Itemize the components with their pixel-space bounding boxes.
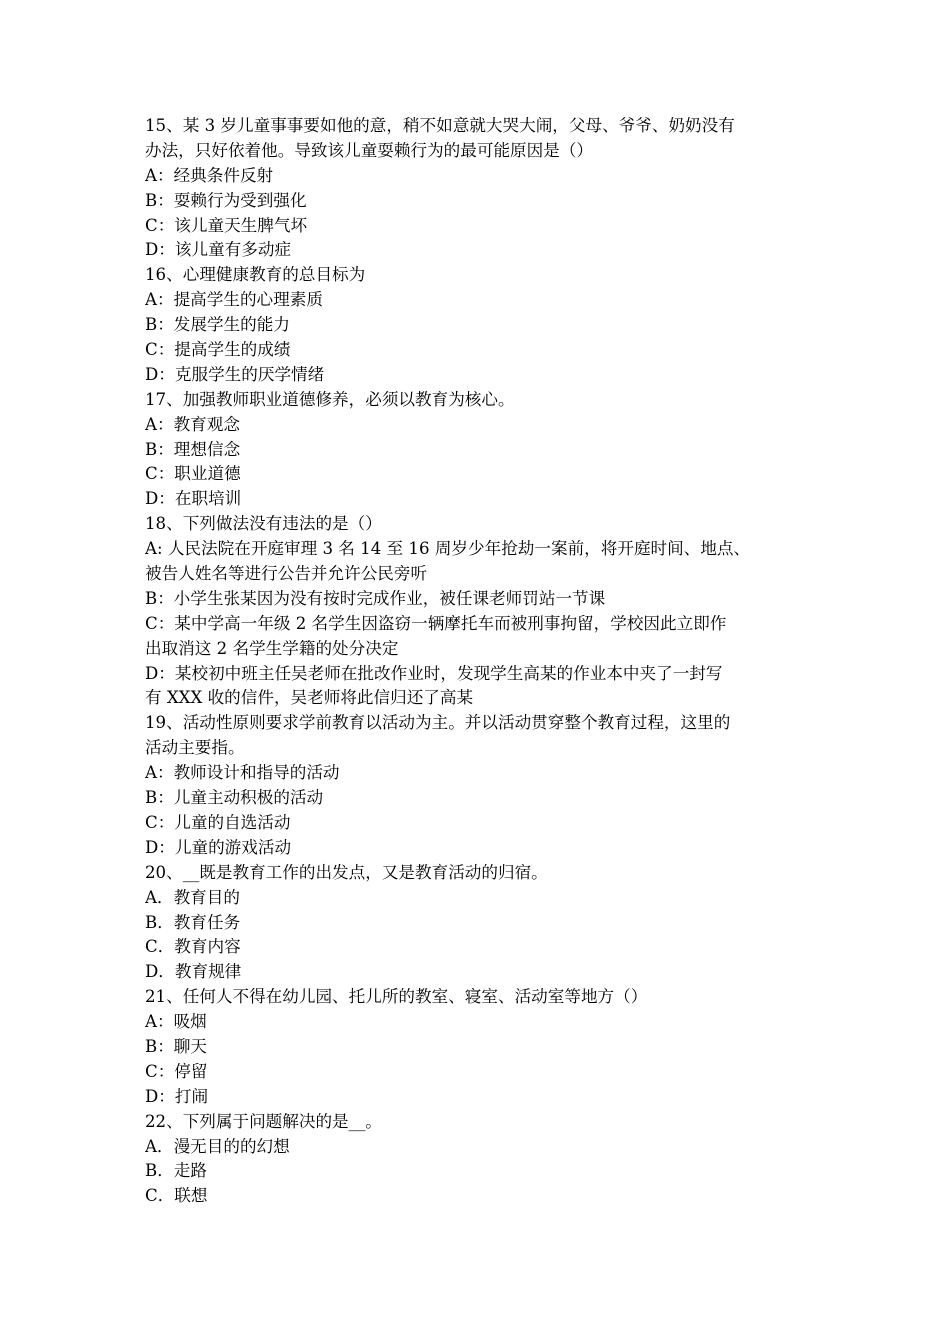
- question-19-option-d: D：儿童的游戏活动: [145, 837, 292, 857]
- question-18-option-d-line-2: 有 XXX 收的信件，吴老师将此信归还了高某: [145, 688, 474, 708]
- question-21-stem: 21、任何人不得在幼儿园、托儿所的教室、寝室、活动室等地方（）: [145, 987, 648, 1007]
- question-17-option-a: A：教育观念: [145, 414, 240, 434]
- question-21-option-a: A：吸烟: [145, 1012, 207, 1032]
- question-19-stem-line-2: 活动主要指。: [145, 738, 245, 758]
- question-22-stem: 22、下列属于问题解决的是__。: [145, 1111, 382, 1131]
- question-18-option-a-line-1: A: 人民法院在开庭审理 3 名 14 至 16 周岁少年抢劫一案前，将开庭时间、地点、: [145, 539, 751, 559]
- question-18-option-b: B：小学生张某因为没有按时完成作业，被任课老师罚站一节课: [145, 588, 606, 608]
- question-18-option-d-line-1: D：某校初中班主任吴老师在批改作业时，发现学生高某的作业本中夹了一封写: [145, 663, 723, 683]
- question-15-option-d: D：该儿童有多动症: [145, 240, 292, 260]
- question-20-stem: 20、__既是教育工作的出发点，又是教育活动的归宿。: [145, 862, 548, 882]
- question-17-option-d: D：在职培训: [145, 489, 242, 509]
- question-15-stem-line-1: 15、某 3 岁儿童事事要如他的意，稍不如意就大哭大闹，父母、爷爷、奶奶没有: [145, 116, 735, 135]
- question-17-option-b: B：理想信念: [145, 439, 241, 459]
- question-18-option-a-line-2: 被告人姓名等进行公告并允许公民旁听: [145, 564, 428, 584]
- question-22-option-c: C．联想: [145, 1186, 208, 1206]
- question-16-option-d: D：克服学生的厌学情绪: [145, 364, 325, 384]
- question-19-stem-line-1: 19、活动性原则要求学前教育以活动为主。并以活动贯穿整个教育过程，这里的: [145, 713, 731, 733]
- question-17-stem: 17、加强教师职业道德修养，必须以教育为核心。: [145, 389, 515, 409]
- question-21-option-b: B：聊天: [145, 1036, 207, 1056]
- question-22-option-b: B．走路: [145, 1161, 207, 1181]
- question-20-option-d: D．教育规律: [145, 962, 242, 982]
- question-15-stem-line-2: 办法，只好依着他。导致该儿童耍赖行为的最可能原因是（）: [145, 140, 594, 160]
- question-19-option-b: B：儿童主动积极的活动: [145, 788, 324, 808]
- question-16-option-c: C：提高学生的成绩: [145, 340, 291, 360]
- question-15-option-b: B：耍赖行为受到强化: [145, 190, 307, 210]
- question-19-option-a: A：教师设计和指导的活动: [145, 763, 340, 783]
- question-16-stem: 16、心理健康教育的总目标为: [145, 265, 366, 285]
- question-17-option-c: C：职业道德: [145, 464, 241, 484]
- question-22-option-a: A．漫无目的的幻想: [145, 1136, 290, 1156]
- question-18-option-c-line-1: C：某中学高一年级 2 名学生因盗窃一辆摩托车而被刑事拘留，学校因此立即作: [145, 613, 727, 633]
- question-20-option-c: C．教育内容: [145, 937, 241, 957]
- question-18-stem: 18、下列做法没有违法的是（）: [145, 514, 382, 534]
- question-text-block: [145, 114, 813, 1209]
- question-15-option-a: A：经典条件反射: [145, 165, 274, 185]
- question-16-option-b: B：发展学生的能力: [145, 315, 290, 335]
- question-20-option-a: A．教育目的: [145, 887, 240, 907]
- question-19-option-c: C：儿童的自选活动: [145, 812, 291, 832]
- question-18-option-c-line-2: 出取消这 2 名学生学籍的处分决定: [145, 638, 399, 658]
- question-21-option-c: C：停留: [145, 1061, 208, 1081]
- question-21-option-d: D：打闹: [145, 1086, 209, 1106]
- question-15-option-c: C：该儿童天生脾气坏: [145, 215, 308, 235]
- question-16-option-a: A：提高学生的心理素质: [145, 290, 323, 310]
- question-20-option-b: B．教育任务: [145, 912, 241, 932]
